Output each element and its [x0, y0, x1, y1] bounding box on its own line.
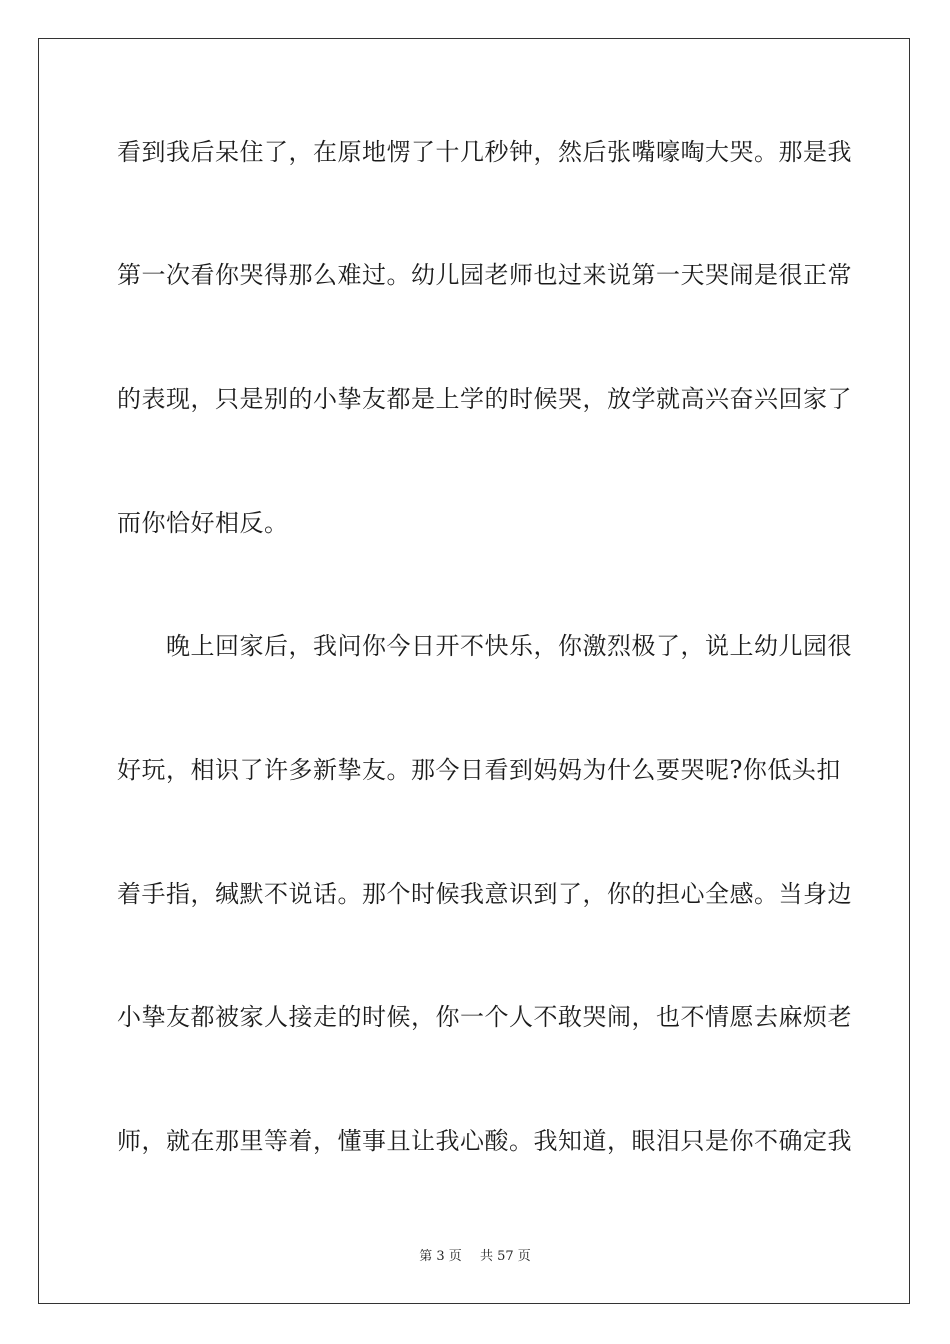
- page-footer: [0, 1248, 950, 1266]
- page-number: 第 3 页: [419, 1249, 462, 1264]
- text-line-2: 第一次看你哭得那么难过。幼儿园老师也过来说第一天哭闹是很正常: [117, 261, 852, 289]
- page-border: [38, 38, 910, 1304]
- text-line-5: 晚上回家后，我问你今日开不快乐，你激烈极了，说上幼儿园很: [117, 632, 852, 660]
- text-line-8: 小挚友都被家人接走的时候，你一个人不敢哭闹，也不情愿去麻烦老: [117, 1003, 852, 1031]
- page-total: 共 57 页: [479, 1249, 531, 1264]
- text-line-1: 看到我后呆住了，在原地愣了十几秒钟，然后张嘴嚎啕大哭。那是我: [117, 138, 852, 166]
- text-line-3: 的表现，只是别的小挚友都是上学的时候哭，放学就高兴奋兴回家了: [117, 385, 852, 413]
- text-line-9: 师，就在那里等着，懂事且让我心酸。我知道，眼泪只是你不确定我: [117, 1127, 852, 1155]
- text-line-7: 着手指，缄默不说话。那个时候我意识到了，你的担心全感。当身边: [117, 880, 852, 908]
- text-line-6: 好玩，相识了许多新挚友。那今日看到妈妈为什么要哭呢?你低头扣: [117, 756, 841, 784]
- text-line-4: 而你恰好相反。: [117, 509, 289, 537]
